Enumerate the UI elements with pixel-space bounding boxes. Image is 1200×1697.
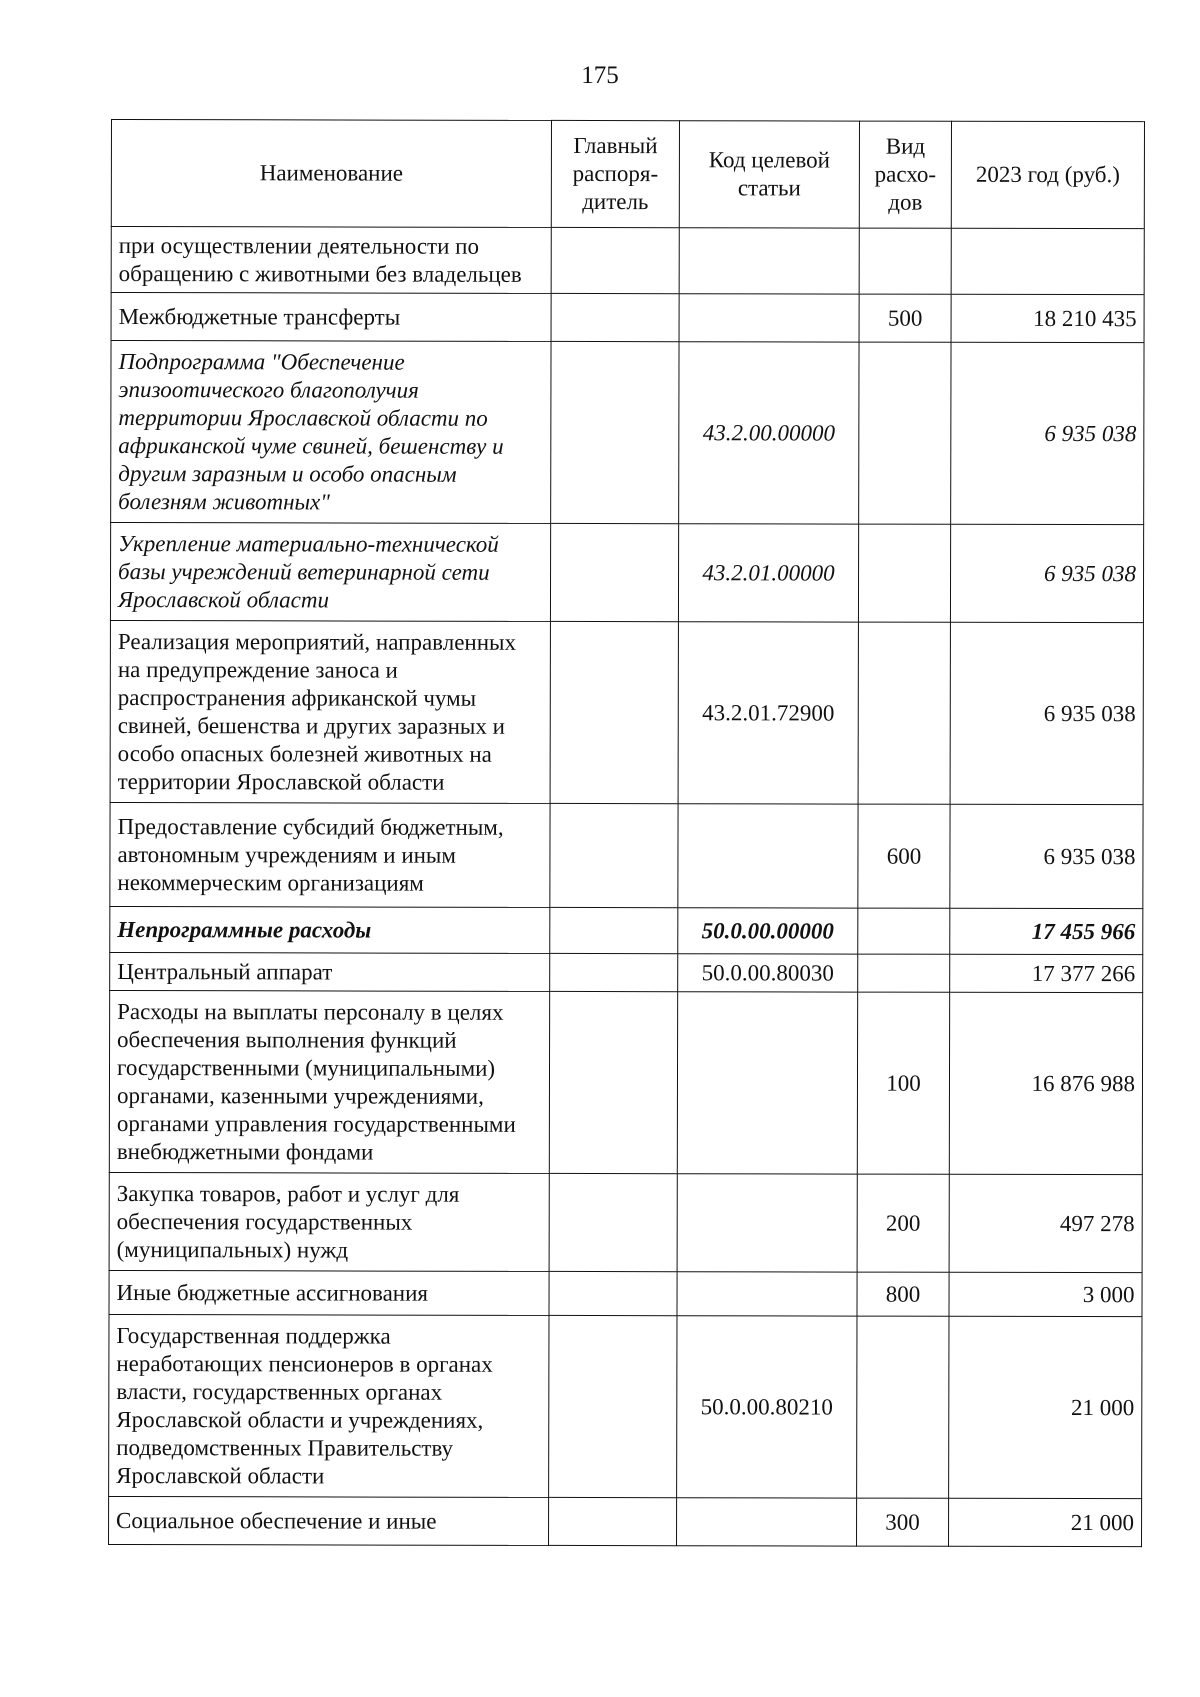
cell-amount: 6 935 038 [950,804,1143,908]
cell-amount: 17 377 266 [950,954,1143,992]
cell-amount: 17 455 966 [950,908,1143,954]
cell-target-code [677,1498,857,1546]
cell-name: Социальное обеспечение и иные [109,1496,549,1545]
cell-chief-administrator [549,991,677,1173]
cell-chief-administrator [549,1271,677,1315]
cell-expense-type [859,342,951,524]
cell-expense-type [858,622,950,804]
table-row [110,952,1143,992]
table-row [111,293,1144,343]
cell-expense-type: 500 [859,294,951,342]
header-target-code: Код целевой статьи [679,121,859,228]
table-row [109,990,1142,1174]
table-row [111,227,1144,295]
cell-expense-type: 200 [857,1174,949,1272]
cell-chief-administrator [550,803,678,907]
cell-chief-administrator [549,1315,677,1497]
header-row [111,120,1144,229]
cell-chief-administrator [550,523,678,621]
cell-name: Укрепление материально-технической базы учреждений ветеринарной сети Ярославской области [110,523,550,622]
cell-target-code: 43.2.01.00000 [678,524,858,622]
cell-expense-type: 300 [857,1498,949,1546]
cell-target-code [679,294,859,342]
cell-target-code: 50.0.00.80210 [677,1316,857,1498]
cell-target-code [679,228,859,294]
cell-amount: 21 000 [949,1316,1142,1498]
cell-name: Закупка товаров, работ и услуг для обеспечения государственных (муниципальных) нужд [109,1172,549,1271]
cell-amount: 16 876 988 [949,992,1142,1174]
cell-amount: 497 278 [949,1174,1142,1272]
cell-name: Непрограммные расходы [110,906,550,953]
table-row [110,523,1143,623]
cell-expense-type: 600 [858,804,950,908]
cell-chief-administrator [551,293,679,341]
cell-target-code [677,1174,857,1272]
budget-table [108,119,1145,1547]
table-row [110,620,1143,804]
cell-amount: 6 935 038 [950,622,1143,804]
cell-name: Подпрограмма "Обеспечение эпизоотического благополучия территории Ярославской области по африканской чуме свиней, бешенству и другим заразным и особо опасным болезням животных" [111,341,551,524]
cell-target-code [677,992,857,1174]
cell-name: Реализация мероприятий, направленных на предупреждение заноса и распространения африканской чумы свиней, бешенства и других заразных и особо опасных болезней животных на территории Ярославской области [110,620,550,803]
cell-chief-administrator [549,1497,677,1545]
cell-target-code: 43.2.01.72900 [678,622,858,804]
cell-name: Расходы на выплаты персоналу в целях обеспечения выполнения функций государственными (муниципальными) органами, казенными учреждениями, органами управления государственными внебюджетными фондами [109,990,549,1173]
cell-amount: 21 000 [949,1498,1142,1546]
cell-expense-type: 800 [857,1272,949,1316]
page-number: 175 [581,62,619,89]
cell-name: Центральный аппарат [110,952,550,991]
cell-target-code: 50.0.00.80030 [678,954,858,992]
cell-target-code: 50.0.00.00000 [678,908,858,954]
table-header [111,120,1144,229]
header-year-2023: 2023 год (руб.) [951,121,1144,228]
cell-name: при осуществлении деятельности по обращению с животными без владельцев [111,227,551,294]
table-row [110,906,1143,954]
cell-expense-type [857,1316,949,1498]
header-expense-type: Вид расхо-дов [859,121,951,228]
cell-expense-type [858,908,950,954]
cell-amount [951,228,1144,294]
cell-chief-administrator [550,953,678,991]
cell-chief-administrator [550,907,678,953]
cell-name: Иные бюджетные ассигнования [109,1270,549,1315]
cell-target-code [678,804,858,908]
cell-expense-type [858,954,950,992]
cell-amount: 6 935 038 [951,342,1144,524]
table-row [109,1172,1142,1272]
header-name: Наименование [111,120,551,228]
table-row [109,1314,1142,1498]
cell-expense-type [858,524,950,622]
cell-target-code [677,1272,857,1316]
table-row [110,802,1143,908]
cell-chief-administrator [549,1173,677,1271]
cell-amount: 6 935 038 [950,524,1143,622]
cell-name: Предоставление субсидий бюджетным, автономным учреждениям и иным некоммерческим организациям [110,802,550,907]
cell-chief-administrator [551,341,679,523]
table-row [109,1496,1142,1546]
cell-amount: 3 000 [949,1272,1142,1316]
table-row [111,341,1144,525]
cell-amount: 18 210 435 [951,294,1144,342]
table-row [109,1270,1142,1316]
cell-name: Межбюджетные трансферты [111,293,551,342]
table-body [109,227,1145,1547]
cell-target-code: 43.2.00.00000 [679,342,859,524]
cell-chief-administrator [550,621,678,803]
cell-expense-type [859,228,951,294]
cell-expense-type: 100 [857,992,949,1174]
header-chief-administrator: Главный распоря-дитель [551,120,679,227]
cell-name: Государственная поддержка неработающих пенсионеров в органах власти, государственных органах Ярославской области и учреждениях, подведомственных Правительству Ярославской области [109,1314,549,1497]
cell-chief-administrator [551,227,679,293]
